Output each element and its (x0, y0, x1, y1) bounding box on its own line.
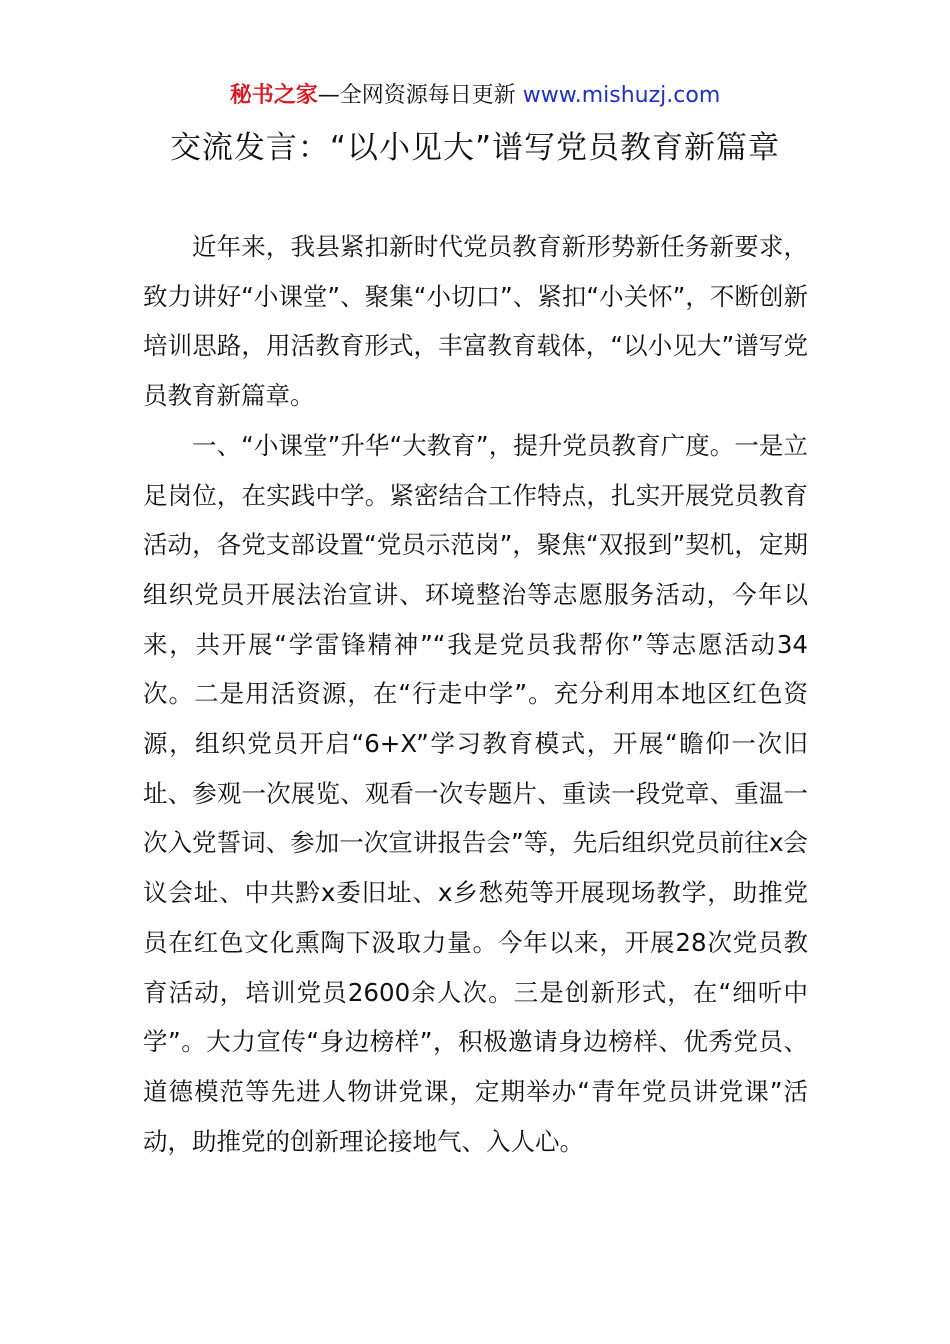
header-tagline: —全网资源每日更新 (317, 83, 523, 108)
paragraph: 一、“小课堂”升华“大教育”，提升党员教育广度。一是立足岗位，在实践中学。紧密结合工作特点，扎实开展党员教育活动，各党支部设置“党员示范岗”，聚焦“双报到”契机，定期组织党员开展法治宣讲、环境整治等志愿服务活动，今年以来，共开展“学雷锋精神”“我是党员我帮你”等志愿活动34次。二是用活资源，在“行走中学”。充分利用本地区红色资源，组织党员开启“6+X”学习教育模式，开展“瞻仰一次旧址、参观一次展览、观看一次专题片、重读一段党章、重温一次入党誓词、参加一次宣讲报告会”等，先后组织党员前往x会议会址、中共黔x委旧址、x乡愁苑等开展现场教学，助推党员在红色文化熏陶下汲取力量。今年以来，开展28次党员教育活动，培训党员2600余人次。三是创新形式，在“细听中学”。大力宣传“身边榜样”，积极邀请身边榜样、优秀党员、道德模范等先进人物讲党课，定期举办“青年党员讲党课”活动，助推党的创新理论接地气、入人心。 (143, 430, 808, 1156)
document-title: 交流发言：“以小见大”谱写党员教育新篇章 (169, 130, 781, 166)
site-header (0, 80, 950, 112)
site-url: www.mishuzj.com (522, 83, 721, 108)
paragraph: 近年来，我县紧扣新时代党员教育新形势新任务新要求，致力讲好“小课堂”、聚集“小切口”、紧扣“小关怀”，不断创新培训思路，用活教育形式，丰富教育载体，“以小见大”谱写党员教育新篇章。 (143, 232, 808, 411)
document-body (143, 222, 808, 1166)
brand-name: 秘书之家 (229, 83, 318, 108)
